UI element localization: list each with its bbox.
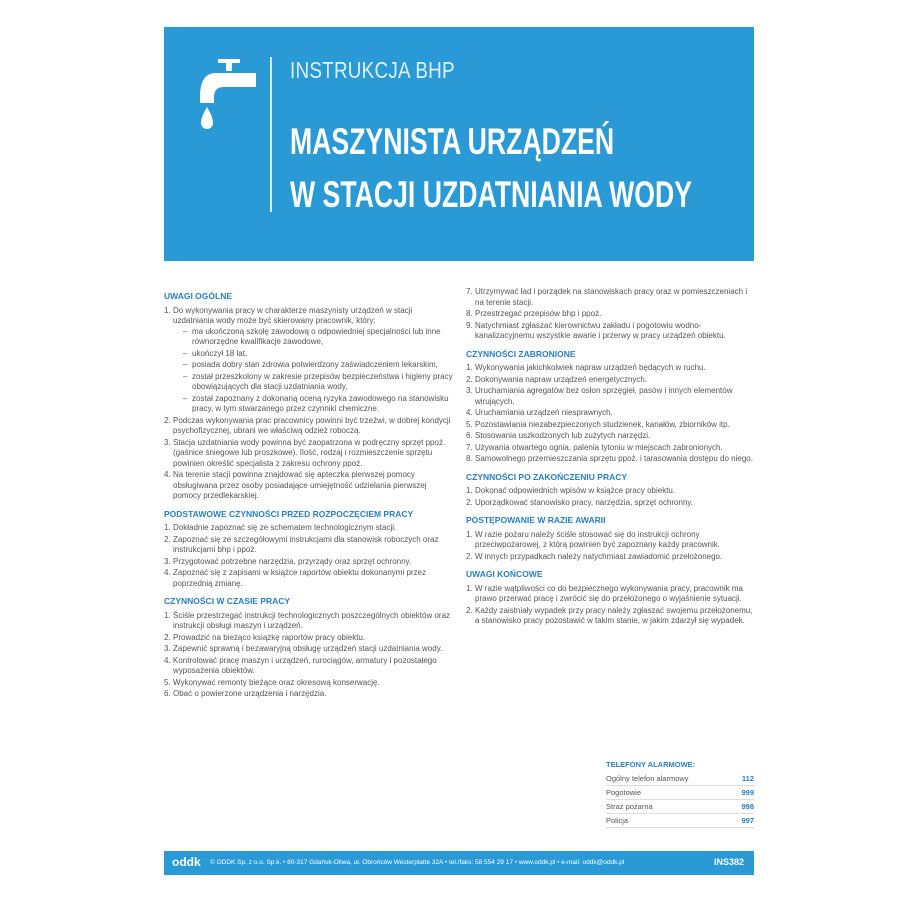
left-column [164, 284, 454, 701]
header-divider [270, 57, 272, 212]
item-number: 2. [164, 534, 171, 544]
phone-number: 999 [741, 788, 754, 797]
item-text: Każdy zaistniały wypadek przy pracy należy zgłaszać swojemu przełożonemu, a stanowisko pracy pozostawić w takim stanie, w jakim zdarzył się wypadek. [475, 605, 753, 625]
item-number: 1. [466, 529, 473, 539]
section-title: UWAGI KOŃCOWE [466, 569, 543, 579]
list-item [466, 363, 754, 374]
item-text: Uruchamiania agregatów bez osłon sprzęgieł, pasów i innych elementów wirujących. [475, 386, 733, 406]
sub-item: – ma ukończoną szkołę zawodową o odpowiedniej specjalności lub inne równorzędne kwalifikacje zawodowe, [183, 327, 454, 348]
section-list [466, 530, 754, 563]
phone-label: Straż pożarna [606, 802, 653, 811]
item-number: 5. [164, 677, 171, 687]
section-title: CZYNNOŚCI PO ZAKOŃCZENIU PRACY [466, 471, 628, 482]
list-item [164, 656, 454, 677]
phones-title: TELEFONY ALARMOWE: [606, 760, 696, 769]
item-text: Zapoznać się ze szczegółowymi instrukcjami dla stanowisk roboczych oraz instrukcjami bhp i ppoż. [173, 534, 439, 554]
list-item [466, 530, 754, 551]
item-text: Obać o powierzone urządzenia i narzędzia. [173, 689, 327, 698]
item-number: 4. [164, 568, 171, 577]
item-text: Kontrolować pracę maszyn i urządzeń, rurociągów, armatury i pozostałego wyposażenia obiektów. [173, 655, 437, 675]
list-item [164, 644, 454, 655]
list-item [164, 523, 454, 534]
item-text: Uporządkować stanowisko pracy, narzędzia, sprzęt ochronny. [475, 497, 694, 507]
item-number: 3. [164, 644, 171, 653]
item-number: 1. [164, 305, 171, 315]
item-number: 5. [466, 419, 473, 429]
list-item [466, 309, 754, 320]
emergency-phones [606, 760, 754, 828]
phone-row [606, 800, 754, 814]
item-number: 2. [164, 415, 171, 425]
phone-label: Ogólny telefon alarmowy [606, 774, 689, 783]
section-list [466, 486, 754, 508]
list-item [466, 287, 754, 308]
item-text: Na terenie stacji powinna znajdować się apteczka pierwszej pomocy obsługiwana przez osoby posiadające umiejętność udzielania pierwszej pomocy przedlekarskiej. [173, 470, 427, 500]
section-list [466, 584, 754, 627]
item-text: W razie wątpliwości co do bezpiecznego wykonywania pracy, pracownik ma prawo przerwać pracę i zwrócić się do przełożonego o wyjaśnienie sytuacji. [475, 583, 743, 603]
phone-number: 997 [741, 816, 754, 825]
item-number: 7. [466, 287, 473, 296]
list-item [164, 416, 454, 437]
list-item [164, 633, 454, 644]
item-text: Dokładnie zapoznać się ze schematem technologicznym stacji. [173, 523, 397, 532]
continued-list [466, 287, 754, 342]
item-text: Samowolnego przemieszczania sprzętu ppoż. i tarasowania dostępu do niego. [475, 454, 753, 463]
list-item [164, 535, 454, 556]
item-number: 3. [466, 386, 473, 395]
document-code: INS382 [713, 857, 744, 867]
title-line-1: MASZYNISTA URZĄDZEŃ [290, 121, 615, 162]
list-item [164, 557, 454, 568]
title-line-2: W STACJI UZDATNIANIA WODY [290, 174, 693, 215]
item-number: 4. [164, 655, 171, 665]
list-item [164, 611, 454, 632]
item-number: 2. [466, 605, 473, 615]
header-title [290, 115, 692, 221]
section-list [164, 523, 454, 589]
phone-number: 112 [741, 774, 754, 783]
section-list [466, 363, 754, 465]
list-item [164, 306, 454, 415]
item-text: W razie pożaru należy ściśle stosować się do instrukcji ochrony przeciwpożarowej, z którą powinien być zapoznany każdy pracownik. [475, 529, 721, 549]
item-text: Stosowania uszkodzonych lub zużytych narzędzi. [475, 431, 651, 440]
list-item [466, 498, 754, 509]
list-item [466, 375, 754, 386]
item-number: 2. [466, 497, 473, 507]
item-text: W innych przypadkach należy natychmiast zawiadomić przełożonego. [475, 551, 723, 561]
item-number: 3. [164, 437, 171, 447]
list-item [466, 420, 754, 431]
item-number: 8. [466, 309, 473, 318]
list-item [466, 386, 754, 407]
phone-row [606, 772, 754, 786]
list-item [164, 470, 454, 502]
phone-label: Policja [606, 816, 629, 825]
item-number: 1. [164, 523, 171, 532]
list-item [466, 552, 754, 563]
list-item [466, 584, 754, 605]
item-text: Natychmiast zgłaszać kierownictwu zakładu i pogotowiu wodno-kanalizacyjnemu wszystkie awarie i przerwy w pracy urządzeń obiektu. [475, 320, 726, 340]
item-number: 1. [466, 363, 473, 372]
list-item [164, 678, 454, 689]
item-number: 2. [466, 551, 473, 561]
item-text: Pozostawiania niezabezpieczonych studzienek, kanałów, zbiorników itp. [475, 419, 730, 429]
section-title: UWAGI OGÓLNE [164, 291, 232, 301]
phone-label: Pogotowie [606, 788, 642, 797]
item-text: Utrzymywać ład i porządek na stanowiskach pracy oraz w pomieszczeniach i na terenie stacji. [475, 287, 748, 307]
item-number: 9. [466, 320, 473, 330]
item-text: Przygotować potrzebne narzędzia, przyrządy oraz sprzęt ochronny. [173, 556, 412, 566]
item-number: 1. [164, 610, 171, 620]
item-text: Zapewnić sprawną i bezawaryjną obsługę urządzeń stacji uzdatniania wody. [173, 644, 443, 653]
list-item [164, 568, 454, 589]
item-text: Dokonać odpowiednich wpisów w książce pracy obiektu. [475, 486, 676, 495]
section-title: POSTĘPOWANIE W RAZIE AWARII [466, 515, 606, 525]
item-number: 6. [164, 689, 171, 698]
item-text: Uruchamiania urządzeń niesprawnych. [475, 408, 613, 417]
list-item [164, 438, 454, 470]
sub-item: – został zapoznany z dokonaną oceną ryzyka zawodowego na stanowisku pracy, w tym stwarzanego przez czynniki chemiczne. [183, 394, 454, 415]
item-text: Wykonywania jakichkolwiek napraw urządzeń będących w ruchu. [475, 363, 706, 372]
item-text: Przestrzegać przepisów bhp i ppoż. [475, 309, 602, 318]
item-text: Podczas wykonywania prac pracownicy powinni być trzeźwi, w dobrej kondycji psychofizycznej, ubrani we właściwą odzież roboczą. [173, 415, 451, 435]
section-title: PODSTAWOWE CZYNNOŚCI PRZED ROZPOCZĘCIEM PRACY [164, 508, 414, 519]
header-subtitle: INSTRUKCJA BHP [290, 57, 455, 83]
item-text: Zapoznać się z zapisami w książce raportów obiektu dokonanymi przez poprzednią zmianę. [173, 568, 427, 588]
list-item [466, 431, 754, 442]
phone-number: 998 [741, 802, 754, 811]
section-title: CZYNNOŚCI ZABRONIONE [466, 348, 576, 359]
item-text: Dokonywania napraw urządzeń energetycznych. [475, 374, 648, 384]
list-item [466, 408, 754, 419]
sub-item: – został przeszkolony w zakresie przepisów bezpieczeństwa i higieny pracy obowiązujących dla stacji uzdatniania wody, [183, 372, 454, 393]
phone-row [606, 814, 754, 828]
item-text: Ściśle przestrzegać instrukcji technologicznych poszczególnych obiektów oraz instrukcji obsługi maszyn i urządzeń. [173, 610, 451, 630]
list-item [466, 486, 754, 497]
item-number: 6. [466, 431, 473, 440]
section-list [164, 611, 454, 700]
list-item [466, 443, 754, 454]
sub-list [173, 327, 454, 415]
item-text: Używania otwartego ognia, palenia tytoniu w miejscach zabronionych. [475, 442, 723, 452]
list-item [466, 454, 754, 465]
sub-item: – ukończył 18 lat, [183, 349, 454, 360]
item-number: 3. [164, 556, 171, 566]
item-number: 2. [164, 632, 171, 642]
item-text: Prowadzić na bieżąco książkę raportów pracy obiektu. [173, 632, 366, 642]
list-item [466, 321, 754, 342]
right-column [466, 287, 754, 628]
item-number: 2. [466, 374, 473, 384]
item-text: Wykonywać remonty bieżące oraz okresową konserwację. [173, 677, 380, 687]
phone-row [606, 786, 754, 800]
header-banner [164, 27, 754, 261]
sub-item: – posiada dobry stan zdrowia potwierdzony zaświadczeniem lekarskim, [183, 360, 454, 371]
footer-text: © ODDK Sp. z o.o. Sp.k. • 80-317 Gdańsk-Oliwa, ul. Obrońców Westerplatte 32A • tel./faks: 58 554 29 17 • www.oddk.pl • e-mail: oddk@oddk.pl [210, 859, 625, 866]
footer-bar [164, 851, 754, 875]
footer-logo: oddk [172, 855, 201, 869]
item-number: 4. [466, 408, 473, 417]
list-item [164, 689, 454, 700]
item-text: Do wykonywania pracy w charakterze maszynisty urządzeń w stacji uzdatniania wody może być skierowany pracownik, który: [173, 305, 413, 325]
section-title: CZYNNOŚCI W CZASIE PRACY [164, 596, 291, 606]
item-number: 1. [466, 583, 473, 593]
item-number: 7. [466, 442, 473, 452]
list-item [466, 606, 754, 627]
item-number: 8. [466, 454, 473, 463]
item-number: 4. [164, 470, 171, 479]
water-tap-icon [194, 55, 264, 135]
item-text: Stacja uzdatniania wody powinna być zaopatrzona w podręczny sprzęt ppoż. (gaśnice śniegowe lub proszkowe). Ilość, rodzaj i rozmieszczenie sprzętu powinien określić specjalista z zakresu ochrony ppoż. [173, 437, 446, 468]
item-number: 1. [466, 486, 473, 495]
section-list [164, 306, 454, 502]
